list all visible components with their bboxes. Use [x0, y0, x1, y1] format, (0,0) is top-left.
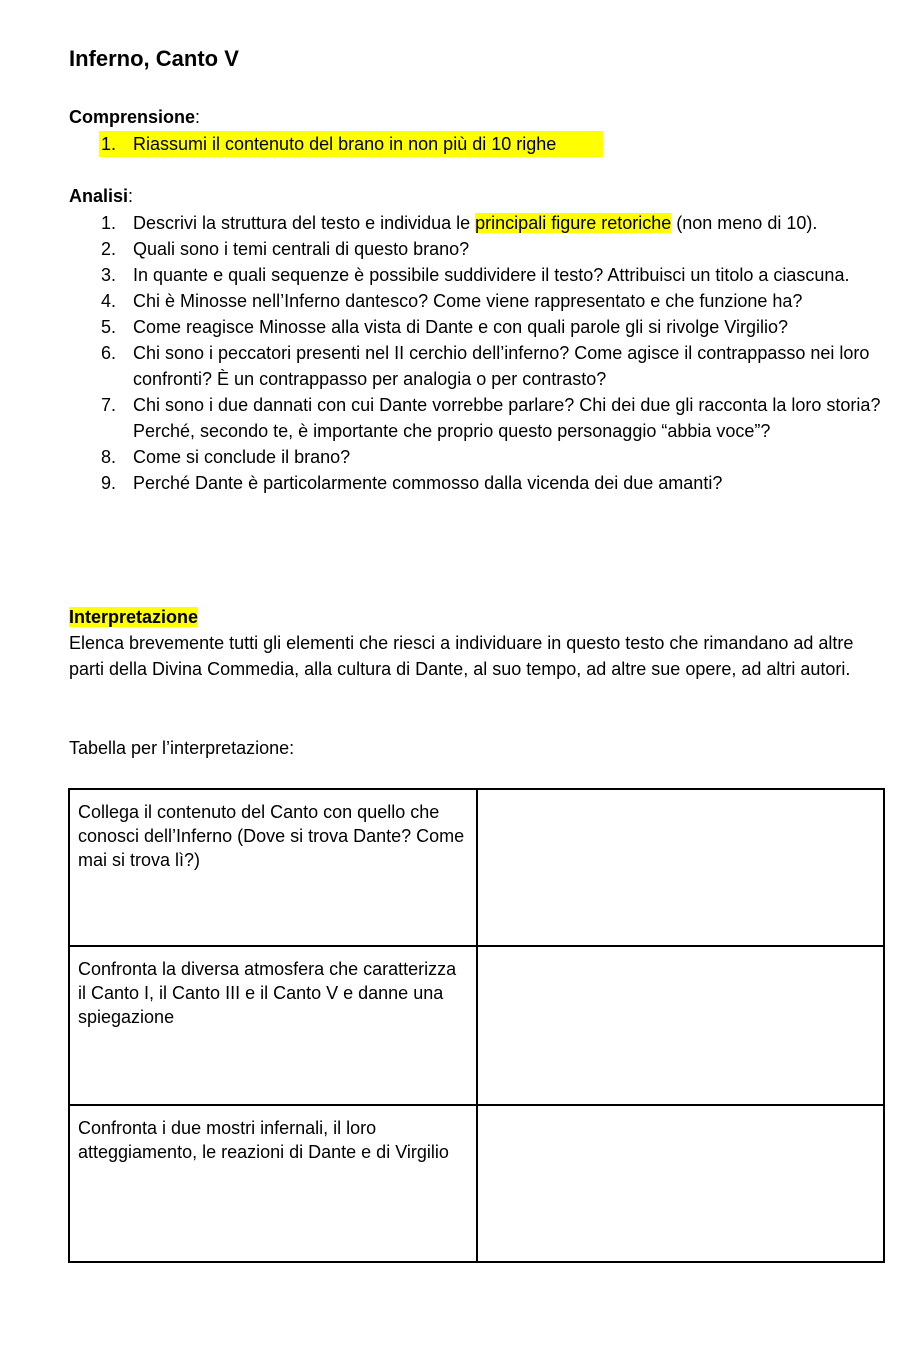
item-number: 6.	[101, 343, 117, 363]
interpretazione-heading	[69, 604, 198, 630]
table-prompt-cell: Confronta i due mostri infernali, il loro atteggiamento, le reazioni di Dante e di Virgilio	[69, 1105, 477, 1262]
item-number: 1.	[101, 213, 117, 233]
table-answer-cell[interactable]	[477, 1105, 884, 1262]
item-text: Chi è Minosse nell’Inferno dantesco? Come viene rappresentato e che funzione ha?	[133, 291, 803, 311]
comprensione-list	[0, 131, 893, 157]
table-prompt-cell: Confronta la diversa atmosfera che caratterizza il Canto I, il Canto III e il Canto V e danne una spiegazione	[69, 946, 477, 1105]
item-text: Riassumi il contenuto del brano in non più di 10 righe	[133, 134, 557, 154]
item-text: Chi sono i peccatori presenti nel II cerchio dell’inferno? Come agisce il contrappasso nei loro confronti? È un contrappasso per analogia o per contrasto?	[133, 343, 870, 389]
table-row	[69, 789, 884, 946]
item-text: Come si conclude il brano?	[133, 447, 351, 467]
item-number: 9.	[101, 473, 117, 493]
item-number: 2.	[101, 239, 117, 259]
table-prompt-cell: Collega il contenuto del Canto con quello che conosci dell’Inferno (Dove si trova Dante? Come mai si trova lì?)	[69, 789, 477, 946]
list-item	[0, 131, 893, 157]
list-item	[0, 210, 893, 236]
list-item	[0, 288, 893, 314]
item-number: 4.	[101, 291, 117, 311]
item-number: 5.	[101, 317, 117, 337]
item-text: In quante e quali sequenze è possibile suddividere il testo? Attribuisci un titolo a ciascuna.	[133, 265, 850, 285]
interpretation-table	[68, 788, 885, 1263]
item-number: 1.	[101, 134, 117, 154]
item-text: Come reagisce Minosse alla vista di Dante e con quali parole gli si rivolge Virgilio?	[133, 317, 788, 337]
analisi-list	[0, 210, 893, 496]
table-answer-cell[interactable]	[477, 789, 884, 946]
item-text-before: Descrivi la struttura del testo e individua le	[133, 213, 476, 233]
list-item	[0, 444, 893, 470]
table-row	[69, 1105, 884, 1262]
table-answer-cell[interactable]	[477, 946, 884, 1105]
item-text: Perché Dante è particolarmente commosso dalla vicenda dei due amanti?	[133, 473, 723, 493]
item-number: 3.	[101, 265, 117, 285]
list-item	[0, 392, 893, 444]
item-text-after: (non meno di 10).	[671, 213, 818, 233]
item-number: 7.	[101, 395, 117, 415]
list-item	[0, 470, 893, 496]
list-item	[0, 314, 893, 340]
table-caption: Tabella per l’interpretazione:	[69, 738, 295, 758]
comprensione-heading-colon: :	[195, 107, 201, 127]
comprensione-heading-label: Comprensione	[69, 107, 196, 127]
comprensione-heading	[69, 104, 200, 130]
item-number: 8.	[101, 447, 117, 467]
item-text: Quali sono i temi centrali di questo brano?	[133, 239, 470, 259]
interpretazione-text: Elenca brevemente tutti gli elementi che riesci a individuare in questo testo che rimandano ad altre parti della Divina Commedia, alla cultura di Dante, al suo tempo, ad altre sue opere, ad altri autori.	[69, 633, 854, 679]
analisi-heading-colon: :	[128, 186, 134, 206]
analisi-heading-label: Analisi	[69, 186, 129, 206]
list-item	[0, 340, 893, 392]
analisi-heading	[69, 183, 133, 209]
document-title: Inferno, Canto V	[69, 46, 239, 71]
list-item	[0, 262, 893, 288]
list-item	[0, 236, 893, 262]
highlighted-phrase: principali figure retoriche	[475, 213, 672, 233]
table-row	[69, 946, 884, 1105]
interpretazione-heading-label: Interpretazione	[69, 607, 199, 627]
item-text: Chi sono i due dannati con cui Dante vorrebbe parlare? Chi dei due gli racconta la loro storia? Perché, secondo te, è importante che proprio questo personaggio “abbia voce”?	[133, 395, 881, 441]
